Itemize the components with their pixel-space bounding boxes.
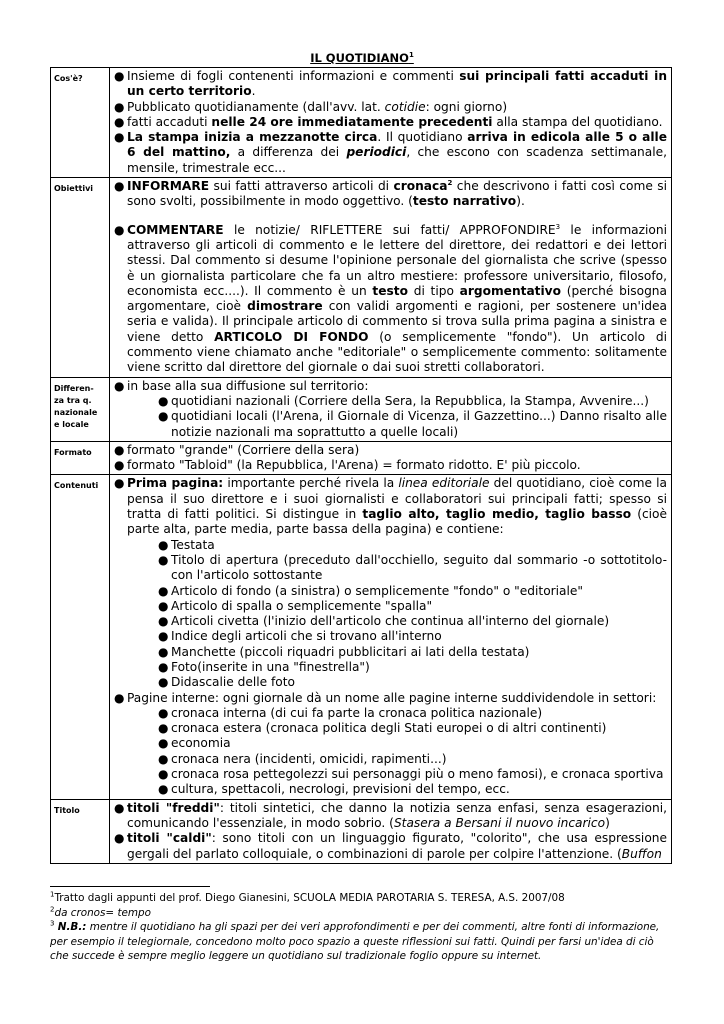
- text-run: : titoli sintetici, che danno la notizia senza enfasi, senza esagerazioni, comunicando l'essenziale, in modo sobrio. (: [127, 800, 667, 830]
- title-footnote-ref: 1: [408, 51, 414, 60]
- row-content: [110, 441, 672, 475]
- bullet-dot-icon: ●: [158, 552, 169, 567]
- bullet-dot-icon: ●: [114, 179, 125, 194]
- table-row: [51, 441, 672, 475]
- row-label-line: nazionale: [54, 407, 98, 417]
- text-run: Titolo di apertura (preceduto dall'occhiello, seguito dal sommario -o sottotitolo- con l'articolo sottostante: [171, 552, 667, 583]
- text-run: (cioè parte alta, parte media, parte bassa della pagina) e contiene:: [127, 507, 667, 537]
- sub-bullet-item: [158, 614, 667, 629]
- bullet-item: [114, 691, 667, 706]
- text-run: formato "grande" (Corriere della sera): [127, 442, 360, 457]
- text-run: Insieme di fogli contenenti informazioni e commenti: [127, 69, 460, 83]
- text-run: titoli "freddi": [127, 800, 220, 815]
- table-row: [51, 475, 672, 799]
- table-row: [51, 68, 672, 178]
- text-run: Indice degli articoli che si trovano all'interno: [171, 629, 442, 644]
- footnote-separator: [50, 886, 210, 887]
- text-run: mentre il quotidiano ha gli spazi per dei veri approfondimenti e per dei commenti, altre fonti di informazione, per esempio il telegiornale, concedono molto poco spazio a queste riflessioni sui fatti. Quindi per farsi un'idea di ciò che succede è sempre meglio leggere un quotidiano sul tradizionale foglio oppure su internet.: [50, 921, 660, 962]
- bullet-dot-icon: ●: [114, 800, 125, 815]
- bullet-item: [114, 443, 667, 458]
- text-run: testo: [372, 283, 408, 298]
- bullet-item: [114, 223, 667, 376]
- text-run: periodici: [346, 145, 407, 160]
- text-run: dimostrare: [247, 299, 323, 314]
- bullet-dot-icon: ●: [114, 458, 125, 473]
- bullet-item: [114, 179, 667, 210]
- table-row: [51, 799, 672, 863]
- footnote: [50, 920, 672, 964]
- text-run: Pubblicato quotidianamente (dall'avv. lat.: [127, 99, 385, 114]
- text-run: . Il quotidiano: [377, 130, 468, 145]
- text-run: : ogni giorno): [425, 99, 508, 114]
- text-run: Tratto dagli appunti del prof. Diego Gianesini, SCUOLA MEDIA PAROTARIA S. TERESA, A.S. 2007/08: [54, 892, 565, 904]
- bullet-item: [114, 458, 667, 473]
- bullet-item: [114, 100, 667, 115]
- text-run: del quotidiano, cioè come la pensa il suo direttore e i suoi giornalisti e collaboratori sui principali fatti; spesso si tratta di fatti politici. Si distingue in: [127, 476, 667, 522]
- bullet-dot-icon: ●: [158, 409, 169, 424]
- text-run: quotidiani nazionali (Corriere della Sera, la Repubblica, la Stampa, Avvenire...): [171, 393, 649, 408]
- bullet-dot-icon: ●: [158, 751, 169, 766]
- text-run: taglio alto, taglio medio, taglio basso: [362, 507, 632, 522]
- row-label: [51, 441, 110, 475]
- footnote-number: 2: [50, 905, 55, 914]
- text-run: Articolo di spalla o semplicemente "spalla": [171, 598, 433, 613]
- text-run: ).: [516, 194, 525, 209]
- text-run: sui principali fatti accaduti in un certo territorio: [127, 69, 667, 99]
- text-run: importante perché rivela la: [223, 476, 399, 491]
- text-run: cronaca interna (di cui fa parte la cronaca politica nazionale): [171, 705, 543, 720]
- row-label: [51, 377, 110, 441]
- footnote-number: 1: [50, 890, 55, 899]
- bullet-dot-icon: ●: [158, 675, 169, 690]
- text-run: Articoli civetta (l'inizio dell'articolo che continua all'interno del giornale): [171, 614, 610, 629]
- text-run: cronaca estera (cronaca politica degli Stati europei o di altri continenti): [171, 721, 607, 736]
- text-run: alla stampa del quotidiano.: [492, 114, 663, 129]
- footnote-number: 3: [50, 919, 55, 928]
- text-run: che descrivono i fatti così come si sono svolti, possibilmente in modo oggettivo. (: [127, 179, 667, 209]
- row-label-line: Formato: [54, 447, 92, 457]
- bullet-dot-icon: ●: [158, 705, 169, 720]
- bullet-dot-icon: ●: [114, 99, 125, 114]
- bullet-item: [114, 379, 667, 394]
- table-row: [51, 377, 672, 441]
- sub-bullet-item: [158, 706, 667, 721]
- text-run: formato "Tabloid" (la Repubblica, l'Arena) = formato ridotto. E' più piccolo.: [127, 458, 581, 473]
- text-run: .: [251, 84, 256, 99]
- text-run: (o semplicemente "fondo"). Un articolo di commento viene chiamato anche "editoriale" o semplicemente commento: solitamente viene scritto dal direttore del giornale o dai suoi stretti collaboratori.: [127, 329, 667, 375]
- sub-bullet-item: [158, 599, 667, 614]
- bullet-dot-icon: ●: [114, 222, 125, 237]
- row-label: [51, 475, 110, 799]
- text-run: da cronos= tempo: [54, 906, 151, 919]
- title-text: IL QUOTIDIANO: [310, 51, 409, 65]
- row-label-line: za tra q.: [54, 395, 92, 405]
- footnote-ref: 2: [447, 179, 453, 188]
- text-run: arriva in edicola alle 5 o alle 6 del mattino,: [127, 130, 667, 160]
- row-label-line: e locale: [54, 419, 89, 429]
- text-run: cotidie: [384, 99, 426, 114]
- bullet-dot-icon: ●: [114, 114, 125, 129]
- text-run: cronaca nera (incidenti, omicidi, rapimenti...): [171, 751, 447, 766]
- bullet-dot-icon: ●: [158, 393, 169, 408]
- bullet-dot-icon: ●: [114, 476, 125, 491]
- sub-bullet-item: [158, 660, 667, 675]
- text-run: le notizie/ RIFLETTERE sui fatti/ APPROFONDIRE: [223, 222, 556, 237]
- text-run: in base alla sua diffusione sul territorio:: [127, 378, 369, 393]
- text-run: ARTICOLO DI FONDO: [214, 329, 369, 344]
- text-run: Buffon: [621, 846, 662, 861]
- text-run: linea editoriale: [398, 476, 490, 491]
- sub-bullet-item: [158, 752, 667, 767]
- text-run: di tipo: [407, 283, 460, 298]
- bullet-item: [114, 476, 667, 537]
- row-label-line: Titolo: [54, 805, 80, 815]
- sub-bullet-item: [158, 736, 667, 751]
- row-label: [51, 178, 110, 378]
- text-run: COMMENTARE: [127, 222, 224, 237]
- text-run: Pagine interne: ogni giornale dà un nome alle pagine interne suddividendole in settori:: [127, 690, 657, 705]
- bullet-dot-icon: ●: [158, 583, 169, 598]
- sub-bullet-item: [158, 767, 667, 782]
- footnotes: [50, 891, 672, 964]
- text-run: sui fatti attraverso articoli di: [209, 179, 394, 194]
- bullet-dot-icon: ●: [158, 767, 169, 782]
- bullet-dot-icon: ●: [158, 614, 169, 629]
- bullet-item: [114, 831, 667, 862]
- sub-bullet-item: [158, 394, 667, 409]
- text-run: Prima pagina:: [127, 476, 224, 491]
- text-run: INFORMARE: [127, 179, 210, 194]
- row-label-line: Differen-: [54, 383, 94, 393]
- text-run: Foto(inserite in una "finestrella"): [171, 659, 370, 674]
- text-run: Articolo di fondo (a sinistra) o semplicemente "fondo" o "editoriale": [171, 583, 584, 598]
- sub-bullet-item: [158, 782, 667, 797]
- text-run: titoli "caldi": [127, 831, 212, 846]
- table-row: [51, 178, 672, 378]
- sub-bullet-item: [158, 629, 667, 644]
- bullet-dot-icon: ●: [114, 442, 125, 457]
- row-label-line: Obiettivi: [54, 184, 94, 194]
- sub-bullet-item: [158, 721, 667, 736]
- text-run: nelle 24 ore immediatamente precedenti: [211, 114, 493, 129]
- sub-bullet-item: [158, 675, 667, 690]
- bullet-dot-icon: ●: [158, 736, 169, 751]
- footnote-ref: 3: [555, 222, 561, 231]
- footnote: [50, 906, 672, 921]
- bullet-item: [114, 130, 667, 176]
- sub-bullet-item: [158, 409, 667, 440]
- bullet-dot-icon: ●: [158, 782, 169, 797]
- text-run: fatti accaduti: [127, 114, 212, 129]
- text-run: Testata: [171, 537, 215, 552]
- text-run: cronaca rosa pettegolezzi sui personaggi più o meno famosi), e cronaca sportiva: [171, 767, 664, 782]
- document-title: [0, 51, 724, 65]
- row-label: [51, 799, 110, 863]
- text-run: , che escono con scadenza settimanale, mensile, trimestrale ecc...: [127, 145, 667, 175]
- text-run: quotidiani locali (l'Arena, il Giornale di Vicenza, il Gazzettino...) Danno risalto alle notizie nazionali ma soprattutto a quelle locali): [171, 409, 667, 439]
- text-run: (perché bisogna argomentare, cioè: [127, 283, 667, 314]
- bullet-dot-icon: ●: [158, 537, 169, 552]
- sub-bullet-item: [158, 553, 667, 584]
- sub-bullet-item: [158, 584, 667, 599]
- text-run: Stasera a Bersani il nuovo incarico: [393, 815, 606, 830]
- bullet-dot-icon: ●: [114, 69, 125, 83]
- footnote: [50, 891, 672, 906]
- bullet-dot-icon: ●: [158, 721, 169, 736]
- text-run: testo narrativo: [412, 194, 517, 209]
- row-label-line: Contenuti: [54, 481, 99, 491]
- bullet-item: [114, 115, 667, 130]
- bullet-dot-icon: ●: [158, 598, 169, 613]
- text-run: argomentativo: [459, 283, 562, 298]
- bullet-item: [114, 801, 667, 832]
- text-run: cronaca: [393, 179, 448, 194]
- row-label-line: Cos'è?: [54, 74, 83, 83]
- sub-bullet-item: [158, 645, 667, 660]
- bullet-dot-icon: ●: [158, 644, 169, 659]
- row-content: [110, 377, 672, 441]
- text-run: Manchette (piccoli riquadri pubblicitari ai lati della testata): [171, 644, 530, 659]
- row-content: [110, 68, 672, 178]
- bullet-dot-icon: ●: [158, 659, 169, 674]
- text-run: con validi argomenti e ragioni, per sostenere un'idea seria e valida). Il principale articolo di commento si trova sulla prima pagina a sinistra e viene detto: [127, 299, 667, 344]
- bullet-dot-icon: ●: [158, 629, 169, 644]
- row-content: [110, 799, 672, 863]
- bullet-dot-icon: ●: [114, 130, 125, 145]
- text-run: ): [605, 815, 610, 830]
- text-run: economia: [171, 736, 231, 751]
- text-run: le informazioni attraverso gli articoli di commento e le lettere del direttore, dei redattori e dei lettori stessi. Dal commento si desume l'opinione personale del giornalista che scrive (spesso è un giornalista particolare che fa un altro mestiere: professore universitario, filosofo, economista ecc....). Il commento è un: [127, 222, 668, 298]
- text-run: cultura, spettacoli, necrologi, previsioni del tempo, ecc.: [171, 782, 510, 797]
- sub-bullet-item: [158, 538, 667, 553]
- text-run: N.B.:: [57, 921, 87, 933]
- text-run: a differenza dei: [230, 145, 347, 160]
- row-content: [110, 475, 672, 799]
- bullet-dot-icon: ●: [114, 831, 125, 846]
- text-run: La stampa inizia a mezzanotte circa: [127, 130, 378, 145]
- bullet-item: [114, 69, 667, 100]
- row-content: [110, 178, 672, 378]
- content-table: [50, 67, 672, 864]
- text-run: : sono titoli con un linguaggio figurato, "colorito", che usa espressione gergali del parlato colloquiale, o combinazioni di parole per colpire l'attenzione. (: [127, 831, 667, 861]
- row-label: [51, 68, 110, 178]
- bullet-dot-icon: ●: [114, 378, 125, 393]
- bullet-dot-icon: ●: [114, 690, 125, 705]
- text-run: Didascalie delle foto: [171, 675, 295, 690]
